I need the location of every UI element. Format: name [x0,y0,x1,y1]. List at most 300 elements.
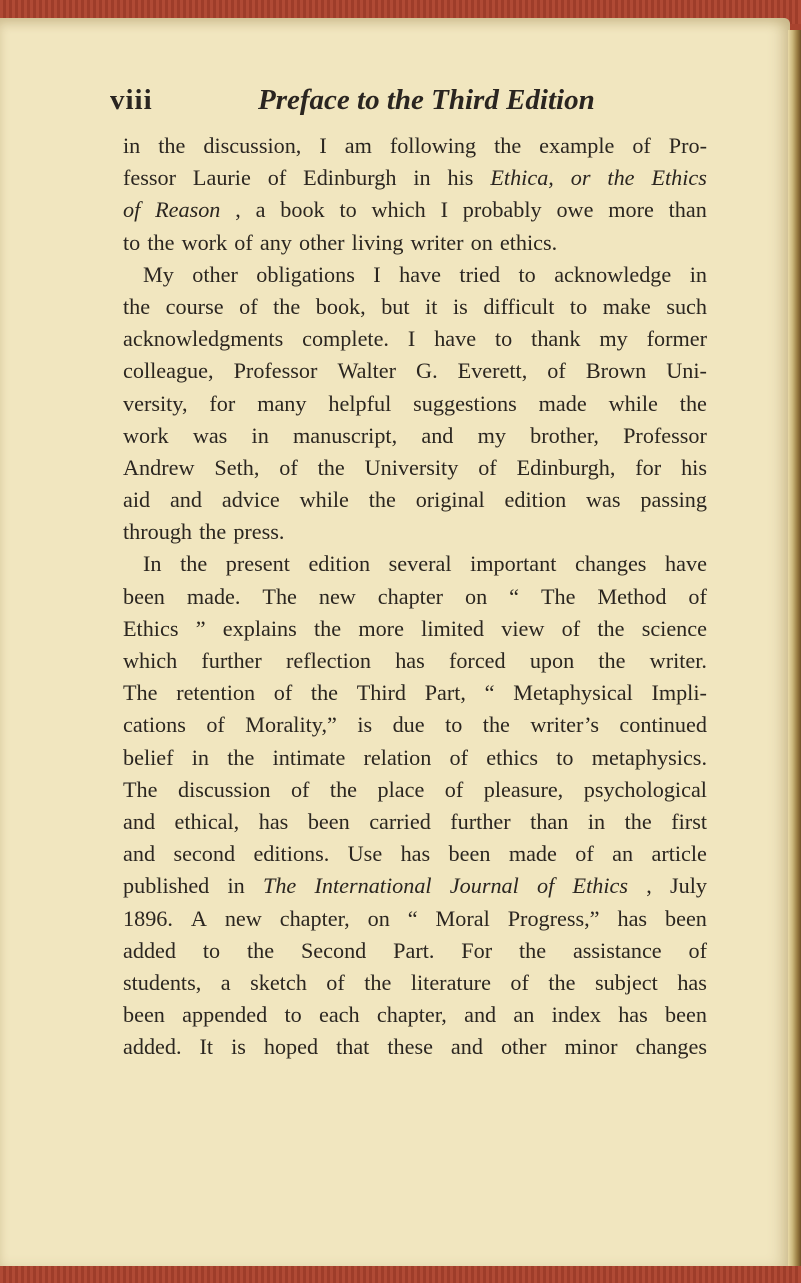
word: Part. [393,937,435,963]
word: new [318,583,356,609]
word: Laurie [192,165,251,191]
word: Ethics [123,615,179,641]
word: an [513,1002,535,1028]
word: ” [195,615,206,641]
text-line [123,645,707,677]
word: In [143,551,162,577]
word: changes [574,551,647,577]
word: cations [123,712,186,738]
word: the [482,712,510,738]
text-line [123,838,707,870]
body-text [123,130,707,1063]
word: I [440,197,448,223]
page-number: viii [110,84,153,116]
word: Progress,” [507,905,600,931]
word: suggestions [413,390,517,416]
word: which [371,197,426,223]
word: of [206,712,225,738]
word: my [599,326,628,352]
word: versity, [123,390,188,416]
text-line [123,806,707,838]
word: continued [619,712,707,738]
word: minor [564,1034,618,1060]
word: the [123,293,151,319]
word: and [123,808,156,834]
word: The [262,583,297,609]
word: helpful [328,390,392,416]
word: book [280,197,325,223]
word: have [434,326,477,352]
word: made [508,841,557,867]
word: of [547,358,566,384]
text-line [123,613,707,645]
word: University [364,454,459,480]
word: the [624,808,652,834]
word: July [669,873,707,899]
word: Journal [449,873,519,899]
word: advice [221,487,280,513]
word: writer. [649,648,707,673]
word: to [494,326,513,352]
word: or [570,165,591,191]
word: the [607,165,635,191]
word: the [329,776,358,802]
text-line [123,870,707,902]
text-line [123,709,707,741]
word: aid [123,487,151,513]
text-line [123,355,707,387]
word: other [500,1034,547,1060]
word: has [618,1002,648,1028]
book-cover-bottom [0,1266,801,1283]
word: on [367,905,390,931]
word: Professor [623,422,707,448]
word: Everett, [457,358,528,384]
word: My [143,261,174,287]
text-line [123,162,707,194]
word: “ [407,905,418,931]
word: A [190,905,207,931]
word: For [461,937,493,963]
text-line [123,291,707,323]
word: passing [640,487,707,513]
word: am [344,133,372,158]
word: living [351,229,404,255]
word: owe [556,197,594,223]
word: and [421,422,454,448]
word: index [551,1002,601,1028]
word: new [224,905,262,931]
word: probably [462,197,542,223]
word: Part, [424,680,466,706]
word: article [651,841,707,867]
word: each [318,1002,360,1028]
word: complete. [302,326,389,352]
word: colleague, [123,358,214,384]
word: has [395,648,425,673]
word: than [668,197,707,223]
word: a [220,969,231,995]
word: G. [416,358,438,384]
word: to [202,937,221,963]
word: other [298,229,345,255]
word: editions. [253,841,330,867]
word: his [447,165,474,191]
word: belief [123,744,174,770]
word: 1896. [123,905,173,931]
word: been [448,841,491,867]
word: reflection [285,648,371,673]
word: Second [300,937,367,963]
word: chapter, [376,1002,447,1028]
word: I [407,326,416,352]
word: that [336,1034,370,1060]
word: manuscript, [293,422,398,448]
word: fessor [123,165,176,191]
word: of [326,969,345,995]
word: place [377,776,425,802]
word: psychological [583,776,707,802]
word: course [165,293,224,319]
word: Metaphysical [513,680,633,706]
word: Moral [435,905,490,931]
word: carried [369,808,431,834]
word: to [569,293,588,319]
running-head [110,84,710,124]
word: the [147,229,175,255]
word: my [477,422,506,448]
word: former [646,326,707,352]
word: been [665,1002,707,1028]
word: International [314,873,432,899]
text-line [123,130,707,162]
word: example [539,133,615,158]
word: is [231,1034,246,1060]
word: the [597,615,625,641]
word: been [123,583,165,609]
word: thank [531,326,581,352]
word: Uni- [666,358,707,384]
word: of [273,680,293,706]
word: due [392,712,425,738]
word: of [575,841,594,867]
running-title: Preface to the Third Edition [258,84,595,116]
text-line [123,516,707,548]
word: of [290,776,310,802]
word: Seth, [214,454,260,480]
text-line [123,388,707,420]
word: original [415,487,485,513]
word: appended [182,1002,268,1028]
word: Ethics [572,873,628,899]
word: a [255,197,266,223]
word: in [413,165,431,191]
word: The [123,680,158,706]
word: Walter [337,358,397,384]
word: further [450,808,511,834]
word: I [319,133,327,158]
word: have [665,551,707,577]
word: ethics [486,744,539,770]
word: has [400,841,431,867]
text-line [123,484,707,516]
word: the [246,937,275,963]
word: in [123,133,141,158]
word: edition [308,551,371,577]
word: the [598,648,626,673]
word: to [556,744,574,770]
word: to [339,197,357,223]
word: I [373,261,381,287]
text-line [123,227,707,259]
text-line [123,935,707,967]
word: of [510,969,529,995]
word: been [307,808,350,834]
word: the [548,969,576,995]
word: is [357,712,373,738]
word: than [530,808,569,834]
word: made. [186,583,241,609]
word: the [273,293,301,319]
word: difficult [483,293,555,319]
word: other [192,261,238,287]
word: pleasure, [483,776,564,802]
word: of [632,133,651,158]
word: discussion [177,776,271,802]
word: Morality,” [245,712,337,738]
text-line [123,774,707,806]
word: retention [176,680,256,706]
text-line [123,452,707,484]
word: work [123,422,169,448]
word: but [381,293,410,319]
word: an [612,841,634,867]
word: which [123,648,178,673]
word: make [602,293,651,319]
word: the [368,487,396,513]
word: the [317,454,345,480]
text-line [123,548,707,580]
word: in [191,744,210,770]
word: his [681,454,707,480]
word: more [358,615,404,641]
word: the [199,519,227,545]
word: forced [448,648,506,673]
word: added [123,937,176,963]
text-line [123,259,707,291]
word: through [123,519,193,545]
word: Third [356,680,406,706]
word: Professor [233,358,318,384]
word: changes [635,1034,707,1060]
word: of [478,454,497,480]
word: of [444,776,464,802]
word: of [123,197,141,223]
word: of [234,229,253,255]
word: to [445,712,463,738]
text-line [123,903,707,935]
text-line [123,1031,707,1063]
word: discussion, [203,133,302,158]
word: to [123,229,141,255]
word: in [587,808,606,834]
text-line [123,194,707,226]
word: in [227,873,245,899]
word: these [387,1034,433,1060]
word: intimate [272,744,346,770]
word: Method [597,583,667,609]
text-line [123,967,707,999]
word: made [538,390,587,416]
word: important [470,551,557,577]
word: ethical, [174,808,240,834]
word: have [399,261,441,287]
word: explains [222,615,297,641]
word: sketch [250,969,307,995]
word: brother, [530,422,599,448]
word: limited [421,615,485,641]
word: on [465,583,488,609]
word: Andrew [123,454,195,480]
word: chapter [377,583,444,609]
word: acknowledgments [123,326,284,352]
word: for [635,454,662,480]
word: assistance [572,937,662,963]
text-line [123,742,707,774]
word: the [679,390,707,416]
word: was [586,487,621,513]
word: Pro- [668,133,707,158]
word: was [192,422,228,448]
word: writer’s [530,712,599,738]
word: the [227,744,255,770]
word: Edinburgh [303,165,397,191]
word: and [464,1002,497,1028]
word: “ [484,680,495,706]
word: of [537,873,555,899]
word: of [449,744,469,770]
word: in [689,261,707,287]
word: hoped [263,1034,319,1060]
word: further [201,648,262,673]
word: published [123,873,210,899]
word: of [688,937,707,963]
word: Ethica, [490,165,554,191]
word: and [123,841,156,867]
word: , [235,197,241,223]
word: and [169,487,202,513]
word: added. [123,1034,182,1060]
word: has [677,969,707,995]
text-line [123,420,707,452]
word: of [688,583,707,609]
word: the [494,133,522,158]
word: it [425,293,438,319]
word: the [310,680,339,706]
word: while [608,390,658,416]
word: work [181,229,228,255]
word: Impli- [651,680,707,706]
word: several [388,551,452,577]
word: been [665,905,707,931]
word: ethics. [499,229,558,255]
word: science [641,615,707,641]
word: Reason [155,197,221,223]
word: the [364,969,392,995]
word: more [608,197,654,223]
word: of [267,165,287,191]
word: and [450,1034,483,1060]
word: obligations [256,261,355,287]
page-edge [788,30,801,1266]
word: Edinburgh, [516,454,616,480]
word: writer [410,229,464,255]
word: is [452,293,468,319]
word: been [123,1002,165,1028]
word: press. [233,519,285,545]
word: view [501,615,545,641]
word: on [470,229,493,255]
word: students, [123,969,202,995]
word: the [518,937,547,963]
word: present [225,551,290,577]
word: The [123,776,158,802]
word: metaphysics. [591,744,707,770]
text-line [123,323,707,355]
word: acknowledge [554,261,672,287]
word: relation [363,744,432,770]
word: Brown [585,358,647,384]
word: literature [410,969,491,995]
text-line [123,677,707,709]
word: The [540,583,576,609]
word: chapter, [279,905,350,931]
word: to [284,1002,302,1028]
word: following [389,133,477,158]
word: such [666,293,707,319]
text-line [123,581,707,613]
word: has [258,808,289,834]
word: Use [347,841,383,867]
word: subject [594,969,658,995]
word: in [251,422,269,448]
word: the [313,615,342,641]
word: while [299,487,349,513]
word: first [671,808,707,834]
word: It [199,1034,214,1060]
word: many [257,390,307,416]
word: any [259,229,292,255]
word: for [209,390,236,416]
word: , [646,873,652,899]
word: has [617,905,648,931]
word: The [262,873,297,899]
text-line [123,999,707,1031]
word: tried [459,261,501,287]
word: the [158,133,186,158]
word: of [239,293,258,319]
word: book, [315,293,366,319]
word: Ethics [651,165,707,191]
word: upon [529,648,575,673]
word: second [173,841,236,867]
word: of [561,615,581,641]
word: of [279,454,298,480]
word: edition [504,487,567,513]
word: “ [509,583,520,609]
word: the [180,551,208,577]
word: to [518,261,536,287]
